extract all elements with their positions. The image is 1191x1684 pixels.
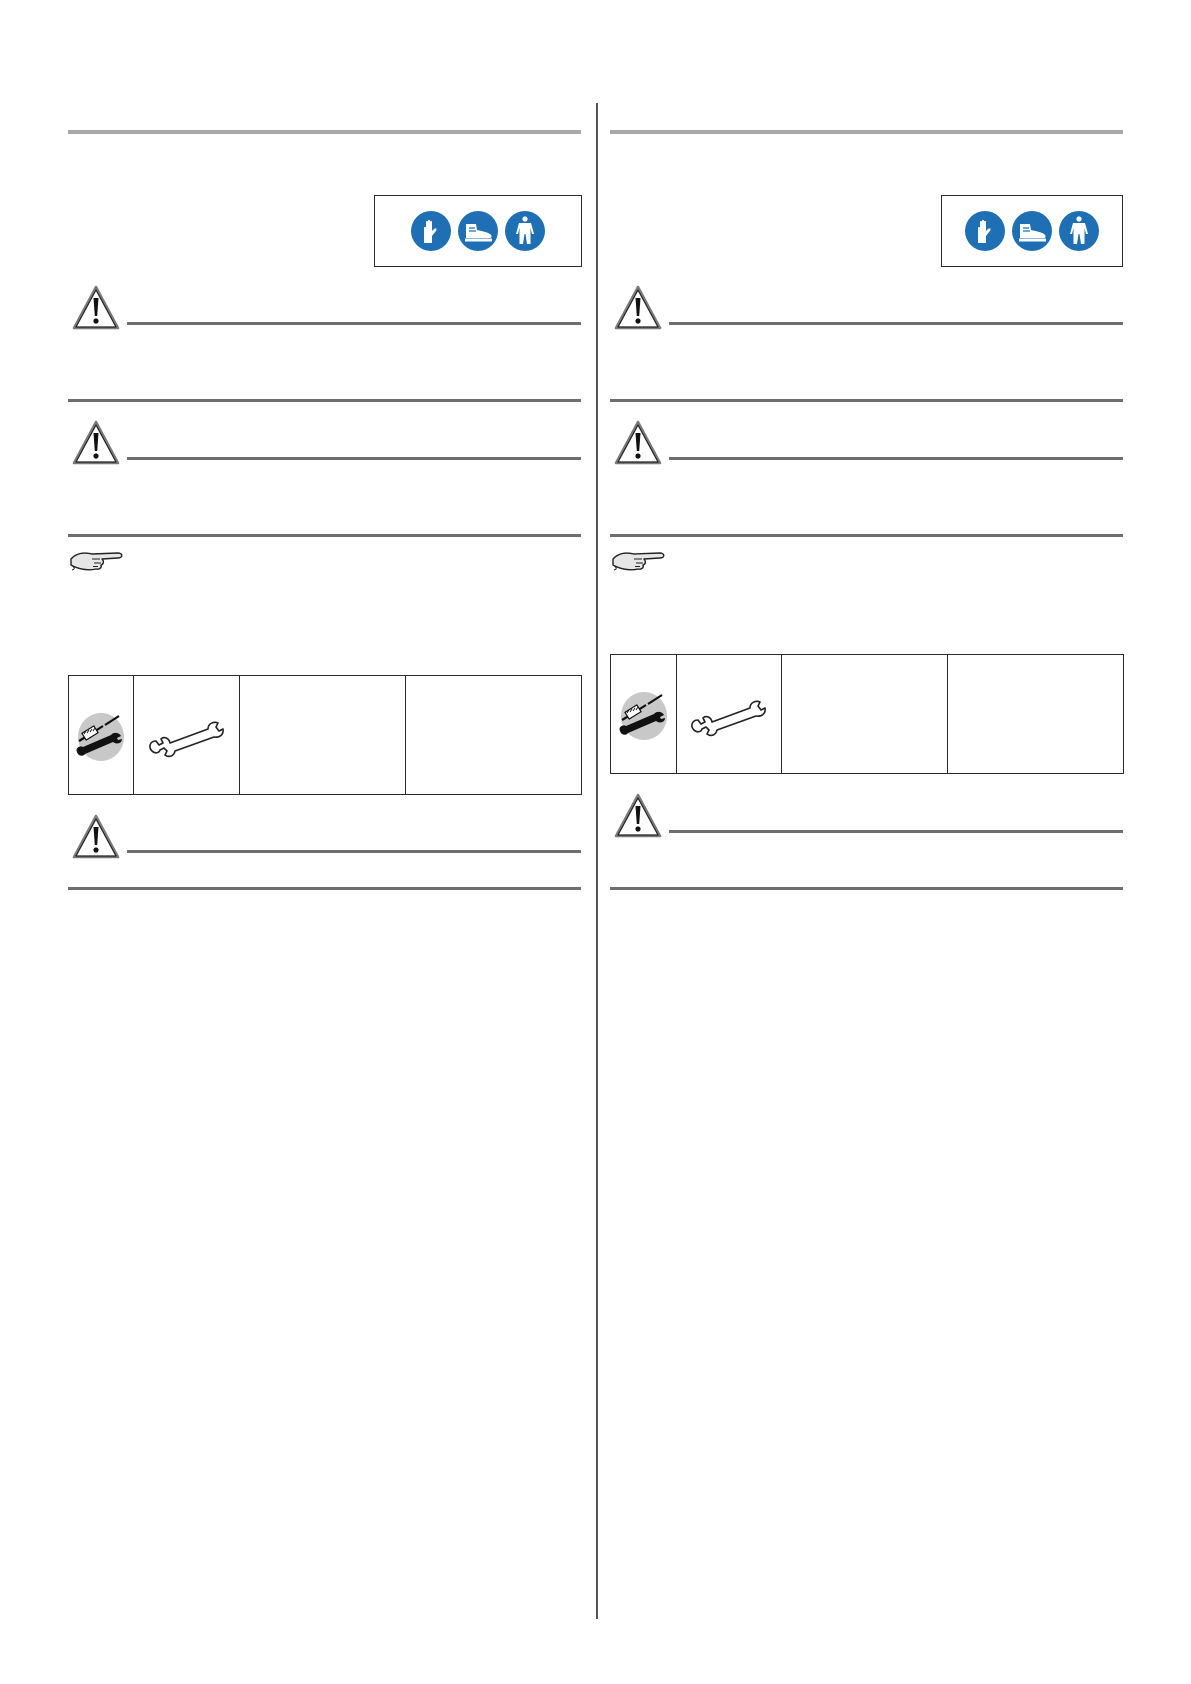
warning-triangle-icon [613, 419, 663, 467]
tools-cell [948, 655, 1124, 774]
pointing-hand-icon [610, 547, 666, 573]
section-rule [610, 534, 1123, 537]
screwdriver-and-wrench-icon [614, 684, 674, 744]
section-header-rule [610, 130, 1123, 134]
warning-rule [669, 830, 1123, 833]
ppe-box [941, 195, 1123, 267]
warning-rule [669, 322, 1123, 325]
open-end-wrench-icon [684, 684, 774, 744]
gloves-icon [964, 210, 1006, 252]
tools-table [610, 654, 1124, 774]
tools-cell [677, 655, 782, 774]
safety-shoes-icon [1011, 210, 1053, 252]
section-rule [610, 399, 1123, 402]
warning-triangle-icon [613, 284, 663, 332]
warning-rule [669, 457, 1123, 460]
tools-cell [782, 655, 948, 774]
tools-cell [611, 655, 677, 774]
protective-clothing-icon [1058, 210, 1100, 252]
warning-triangle-icon [613, 792, 663, 840]
section-rule [610, 887, 1123, 890]
